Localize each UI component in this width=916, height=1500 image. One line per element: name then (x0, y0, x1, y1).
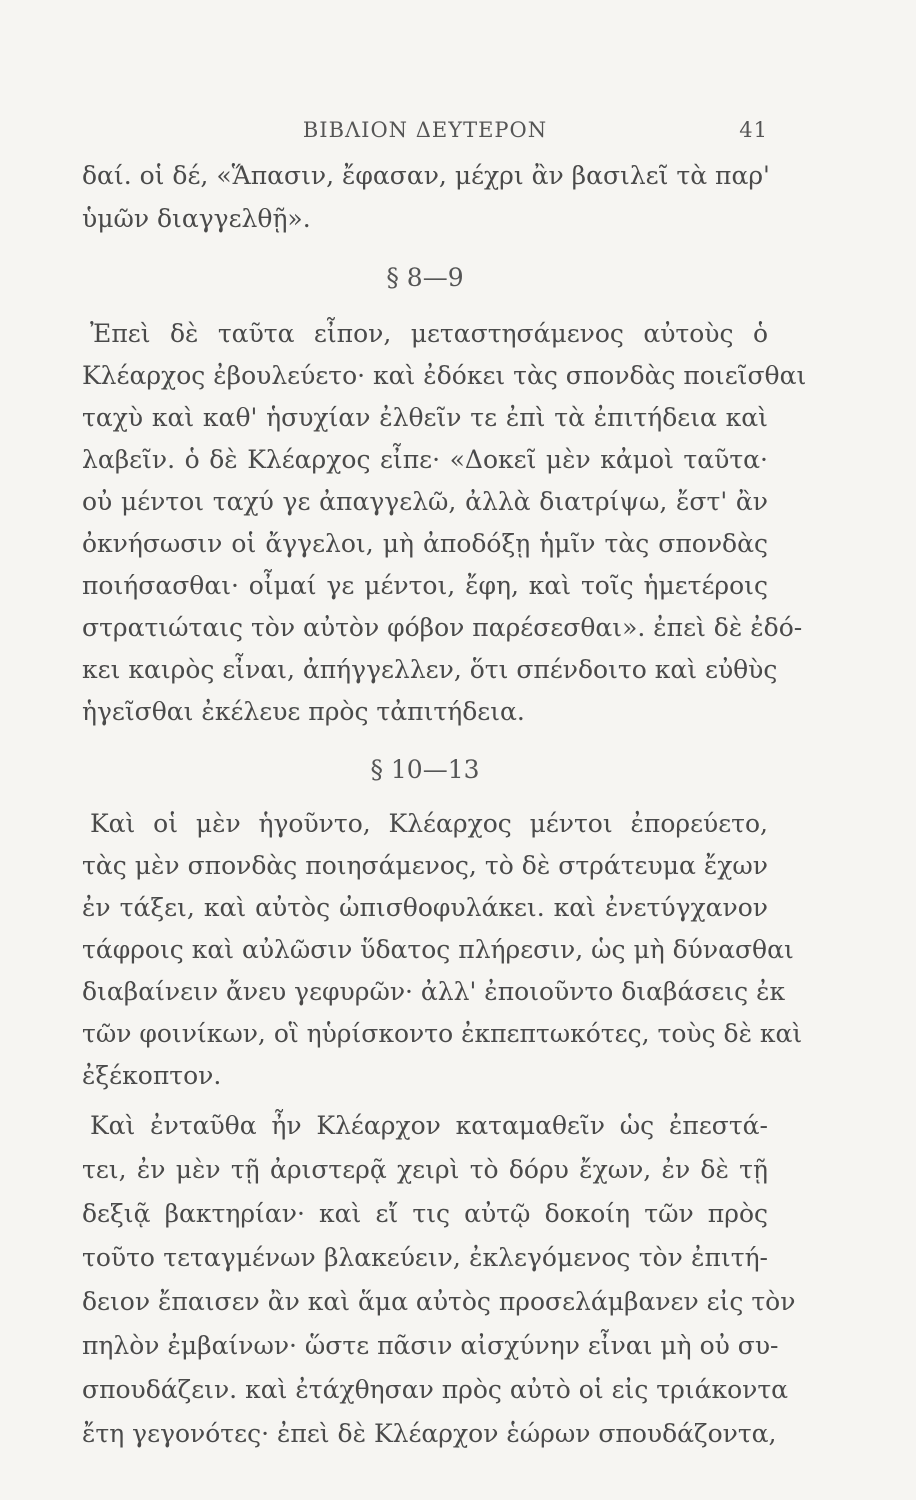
text-line: πηλὸν ἐμβαίνων· ὥστε πᾶσιν αἰσχύνην εἶναι μὴ οὐ συ- (82, 1331, 779, 1360)
text-line: λαβεῖν. ὁ δὲ Κλέαρχος εἶπε· «Δοκεῖ μὲν κἀμοὶ ταῦτα· (82, 445, 768, 474)
page-number: 41 (739, 118, 768, 142)
text-line: ἐν τάξει, καὶ αὐτὸς ὠπισθοφυλάκει. καὶ ἐνετύγχανον (82, 893, 768, 922)
text-line: οὐ μέντοι ταχύ γε ἀπαγγελῶ, ἀλλὰ διατρίψω, ἔστ' ἂν (82, 487, 768, 516)
text-line: δειον ἔπαισεν ἂν καὶ ἅμα αὐτὸς προσελάμβανεν εἰς τὸν (82, 1287, 796, 1316)
running-head-title: ΒΙΒΛΙΟΝ ΔΕΥΤΕΡΟΝ (302, 118, 548, 142)
text-line: κει καιρὸς εἶναι, ἀπήγγελλεν, ὅτι σπένδοιτο καὶ εὐθὺς (82, 655, 778, 684)
text-line: ὑμῶν διαγγελθῇ». (82, 204, 311, 233)
text-line: τάφροις καὶ αὐλῶσιν ὕδατος πλήρεσιν, ὡς μὴ δύνασθαι (82, 935, 794, 964)
text-line: τῶν φοινίκων, οἳ ηὑρίσκοντο ἐκπεπτωκότες, τοὺς δὲ καὶ (82, 1019, 803, 1048)
text-line: ἐξέκοπτον. (82, 1061, 222, 1090)
section-heading: § 8—9 (386, 263, 464, 292)
text-line: ἔτη γεγονότες· ἐπεὶ δὲ Κλέαρχον ἑώρων σπουδάζοντα, (82, 1419, 777, 1448)
text-line: τοῦτο τεταγμένων βλακεύειν, ἐκλεγόμενος τὸν ἐπιτή- (82, 1243, 768, 1272)
text-line: τὰς μὲν σπονδὰς ποιησάμενος, τὸ δὲ στράτευμα ἔχων (82, 851, 768, 880)
text-line: ποιήσασθαι· οἶμαί γε μέντοι, ἔφη, καὶ τοῖς ἡμετέροις (82, 571, 768, 600)
section-heading: § 10—13 (370, 755, 480, 784)
text-line: ὀκνήσωσιν οἱ ἄγγελοι, μὴ ἀποδόξῃ ἡμῖν τὰς σπονδὰς (82, 529, 768, 558)
text-line: τει, ἐν μὲν τῇ ἀριστερᾷ χειρὶ τὸ δόρυ ἔχων, ἐν δὲ τῇ (82, 1155, 768, 1184)
text-line: ἡγεῖσθαι ἐκέλευε πρὸς τἀπιτήδεια. (82, 697, 525, 726)
running-head (82, 118, 768, 154)
text-line: στρατιώταις τὸν αὐτὸν φόβον παρέσεσθαι». ἐπεὶ δὲ ἐδό- (82, 613, 803, 642)
text-line: ταχὺ καὶ καθ' ἡσυχίαν ἐλθεῖν τε ἐπὶ τὰ ἐπιτήδεια καὶ (82, 403, 768, 432)
text-line: διαβαίνειν ἄνευ γεφυρῶν· ἀλλ' ἐποιοῦντο διαβάσεις ἐκ (82, 977, 786, 1006)
text-line: δεξιᾷ βακτηρίαν· καὶ εἴ τις αὐτῷ δοκοίη τῶν πρὸς (82, 1199, 768, 1228)
text-line: σπουδάζειν. καὶ ἐτάχθησαν πρὸς αὐτὸ οἱ εἰς τριάκοντα (82, 1375, 789, 1404)
text-line: δαί. οἱ δέ, «Ἅπασιν, ἔφασαν, μέχρι ἂν βασιλεῖ τὰ παρ' (82, 161, 770, 190)
text-line: Καὶ οἱ μὲν ἡγοῦντο, Κλέαρχος μέντοι ἐπορεύετο, (90, 809, 768, 838)
text-line: Καὶ ἐνταῦθα ἦν Κλέαρχον καταμαθεῖν ὡς ἐπεστά- (90, 1111, 768, 1140)
text-line: Ἐπεὶ δὲ ταῦτα εἶπον, μεταστησάμενος αὐτοὺς ὁ (90, 319, 768, 348)
text-line: Κλέαρχος ἐβουλεύετο· καὶ ἐδόκει τὰς σπονδὰς ποιεῖσθαι (82, 361, 807, 390)
